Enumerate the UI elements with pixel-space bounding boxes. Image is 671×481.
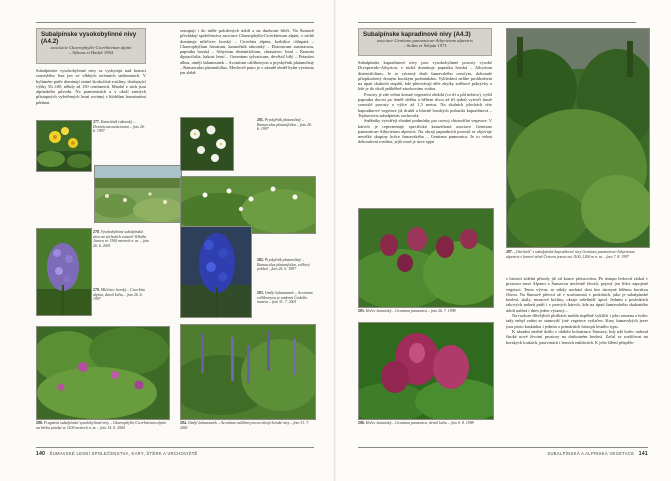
caption-283: 283. Omějí šalamounek – Aconitum callibotryon je endemit Českého masívu – foto 31. 7. 2001: [257, 291, 313, 305]
paragraph: sestupují i do nižše položených údolí a na dnohorní břečí. Na Šumavě převládají společenstva asociace Chaerophyllo-Cicerbitetum alpini, v nichž dominuje mléčivec horský – Cicerbita alpina, krabilice chlupatá – Chaerophyllum hirsutum, kamzičník rakouský – Doronicum austriacum, papratka horská – Athyrium distentifolium, chrastavec lesní – Knautia dipsacifolia, kakost lesní – Geranium sylvaticum, devětsil bílý – Petasites albus, omějí šalamounek – Aconitum callibotryon a pryskyřník platanolistý – Ranunculus platanifolius. Mechové patro je v zásadě téměř bylin vyvinuto jen slabě.: [180, 28, 314, 76]
section-title: Subalpínske vysokobylinné nivy (A4.2): [41, 31, 137, 45]
caption-277: 277. Kamzičník rakouský – Doronicum austriacum – foto 26. 6. 1997: [93, 120, 145, 134]
page-number: 141: [638, 451, 648, 457]
doronicum-image: [37, 121, 91, 171]
photo-280-fragment: [36, 326, 170, 420]
bottom-rule: [358, 447, 648, 448]
bottom-rule: [36, 447, 314, 448]
caption-282: 282. Pryskyřník platanolistý – Ranunculus platanifolius, celkový pohled – foto 26. 6. 1997: [257, 258, 310, 272]
paragraph: Porosty je zde velmi krásné vegetační období (co tři a půl měsíce), vyšší papratka dorost po téměř uběhu a během dvou až tří týdnů vytvoří husté souvislé porosty o výšce až 1,5 metru. Na skalních plochách této kapradinové vegetace již druhů a hlavně horských pulsatila kapradinová – Tephroseris subalpinitis zachovalá.: [358, 91, 492, 118]
caption-280: 280. Fragment subalpínské vysokobylinné nivy – Chaerophyllo-Cicerbitetum alpini na břehu potoka ve 1100 metrech n. m. – foto 14. 6. 2000: [36, 421, 166, 430]
right-footer: [547, 451, 648, 457]
photo-287-cirque: [506, 28, 650, 248]
left-column-1: [36, 68, 146, 126]
paragraph: K zásadní změně došlo v období kolonizace Šumavy, kdy náš hořec nalezal široké nové životní prostory na druhotném bezlesí. Začal se rozšiřovat na horských loukách, pastvinách i lesních enklávách. K jeho šíření přispělo-: [506, 328, 648, 345]
right-column-2: [506, 276, 648, 440]
right-page: [336, 0, 671, 481]
photo-281-ranunculus: [180, 117, 234, 171]
paragraph: Subalpínske kapradinové nivy jsou vysokobylinné porosty vysoké Dryopterido-Athyrion, v nichž dominuje papratka horská – Athyrium distentifolium. Je to výrazný druh šumavského oreofytu, dokonale přizpůsobený drsným horským podmínkám. Vyhledává nelike prohloubení na úpatí skalních stupňů, kde přetrvávají déle zbytky sněhové pokrývky a kde je do okolí průběžně zásobováno vodou.: [358, 60, 492, 92]
top-rule: [36, 22, 314, 23]
paragraph: s historií sídelní přírody již od konce pleistocénu. Po ústupu ledovců získal v prostoru mezi Alpami a Šumavou nesčetně životů, pojený jen řídce zapojené vegetaci. Tento výtvar, se nikdy nachází dost bez ústrojné běžnou horskou flórou. Na Šumavě přetrvá až v současnosti v podobách, jako je subalpínské bezlesí, skály, mrazové kotlíny, okraje rašelinišť apod. Jedním z posledních takových nalezů patří i v pravých kárech, kde na úpatí šumavského skalnatého údolí nalézá i dnes jeden výrazný...: [506, 276, 648, 313]
photo-286-gentiana-detail: [358, 322, 494, 420]
right-column-1: [358, 60, 492, 206]
paragraph: Na rozloze dřívějších ploškách mohla úspěšně vyklíčit i jeho semena a hořec tady nebyl zatím ze stanovišť jiné vegetace vytlačen. Kary šumavských jezer jsou proto kaskádou i jedním z primárních biotopů lesního typu.: [506, 313, 648, 329]
running-title: ŠUMAVSKÉ LESNÍ SPOLEČENSTVA, KARY, ŠTĚRK A VRCHOVIŠTĚ: [49, 451, 198, 456]
association-authors: – Sýkora et Hadač 1984: [68, 50, 114, 56]
caption-285: 285. Hořec šumavský – Gentiana pannonica – foto 26. 7. 1998: [358, 309, 456, 313]
association-authors: – Soltes et Šeljain 1971: [403, 43, 447, 49]
association-name: asociace Gentiano pannonicae-Athyrietum alpestris: [377, 38, 473, 43]
photo-284-aconitum-edge: [180, 324, 316, 420]
caption-281: 281. Pryskyřník platanolistý – Ranunculus platanifolius – foto 26. 6. 1997: [257, 118, 312, 132]
paragraph: Subalpínske vysokobylinné nivy sa vyskytujú nad hranicí souvislého lesa jen ve vlhkých terénních sníženinách. V bylinném patře dominují statné širokolisté rostliny, dorůstající výšky 50–100, někdy až 150 centimetrů. Mnohé z nich jsou alpínského původu. Na pramenistích a v okolí zrnitých přístupných vyšetřených lesní rovinný s hlubšími humózními půdami.: [36, 68, 146, 105]
top-rule: [358, 22, 636, 23]
section-title: Subalpínske kapradinové nivy (A4.3): [363, 31, 471, 38]
left-column-2: [180, 28, 314, 112]
section-heading-a43: [358, 28, 492, 56]
paragraph: Sněžníky vytvářejí vhodné podmínky pro rozvoj chionofilní vegetace. V kárech je reprezentuje specifická kamzičnatá asociace Gentiano pannonicae-Athyrietum alpestris. Na okraji papradních porostů se objevuje nevelké skupiny hořce šumavského – Gentiana pannonica. Je to velmi dekorativní rostlina, jejíž osud je úzce spjat: [358, 118, 492, 145]
photo-279-cicerbita: [36, 228, 92, 316]
caption-286: 286. Hořec šumavský – Gentiana pannonica, detail květu – foto 6. 8. 1998: [358, 421, 474, 425]
caption-284: 284. Omějí šalamounek – Aconitum callibotryon na okraji horské nivy – foto 31. 7. 2001: [180, 421, 310, 430]
photo-285-gentiana: [358, 208, 494, 308]
running-title: SUBALPÍNSKÁ A ALPÍNSKÁ VEGETACE: [547, 451, 635, 456]
photo-278-meadow: [94, 165, 182, 223]
caption-278: 278. Vysokobylinná subalpínská niva na výchozích svazích Velkého Javoru ve 1300 metrech n. m. – foto 26. 6. 2001: [93, 230, 149, 248]
section-heading-a42: [36, 28, 146, 64]
left-footer: [36, 451, 198, 457]
page-number: 140: [36, 451, 46, 457]
caption-287: 287. „Ostrůvek" s subalpínské kapradinové nivy Gentiano pannonicae-Athyrietum alpestris v karové stěně Čertova jezera asi 1100–1200 m n. m. – foto 7. 8. 1997: [506, 250, 635, 259]
photo-277-doronicum: [36, 120, 92, 172]
photo-283-aconitum: [180, 226, 252, 318]
association-name: asociácie Chaerophyllo-Cicerbitetum alpini: [50, 45, 132, 50]
caption-279: 279. Mléčivec horský – Cicerbita alpina, detail květu – foto 26. 6. 1997: [93, 288, 145, 302]
